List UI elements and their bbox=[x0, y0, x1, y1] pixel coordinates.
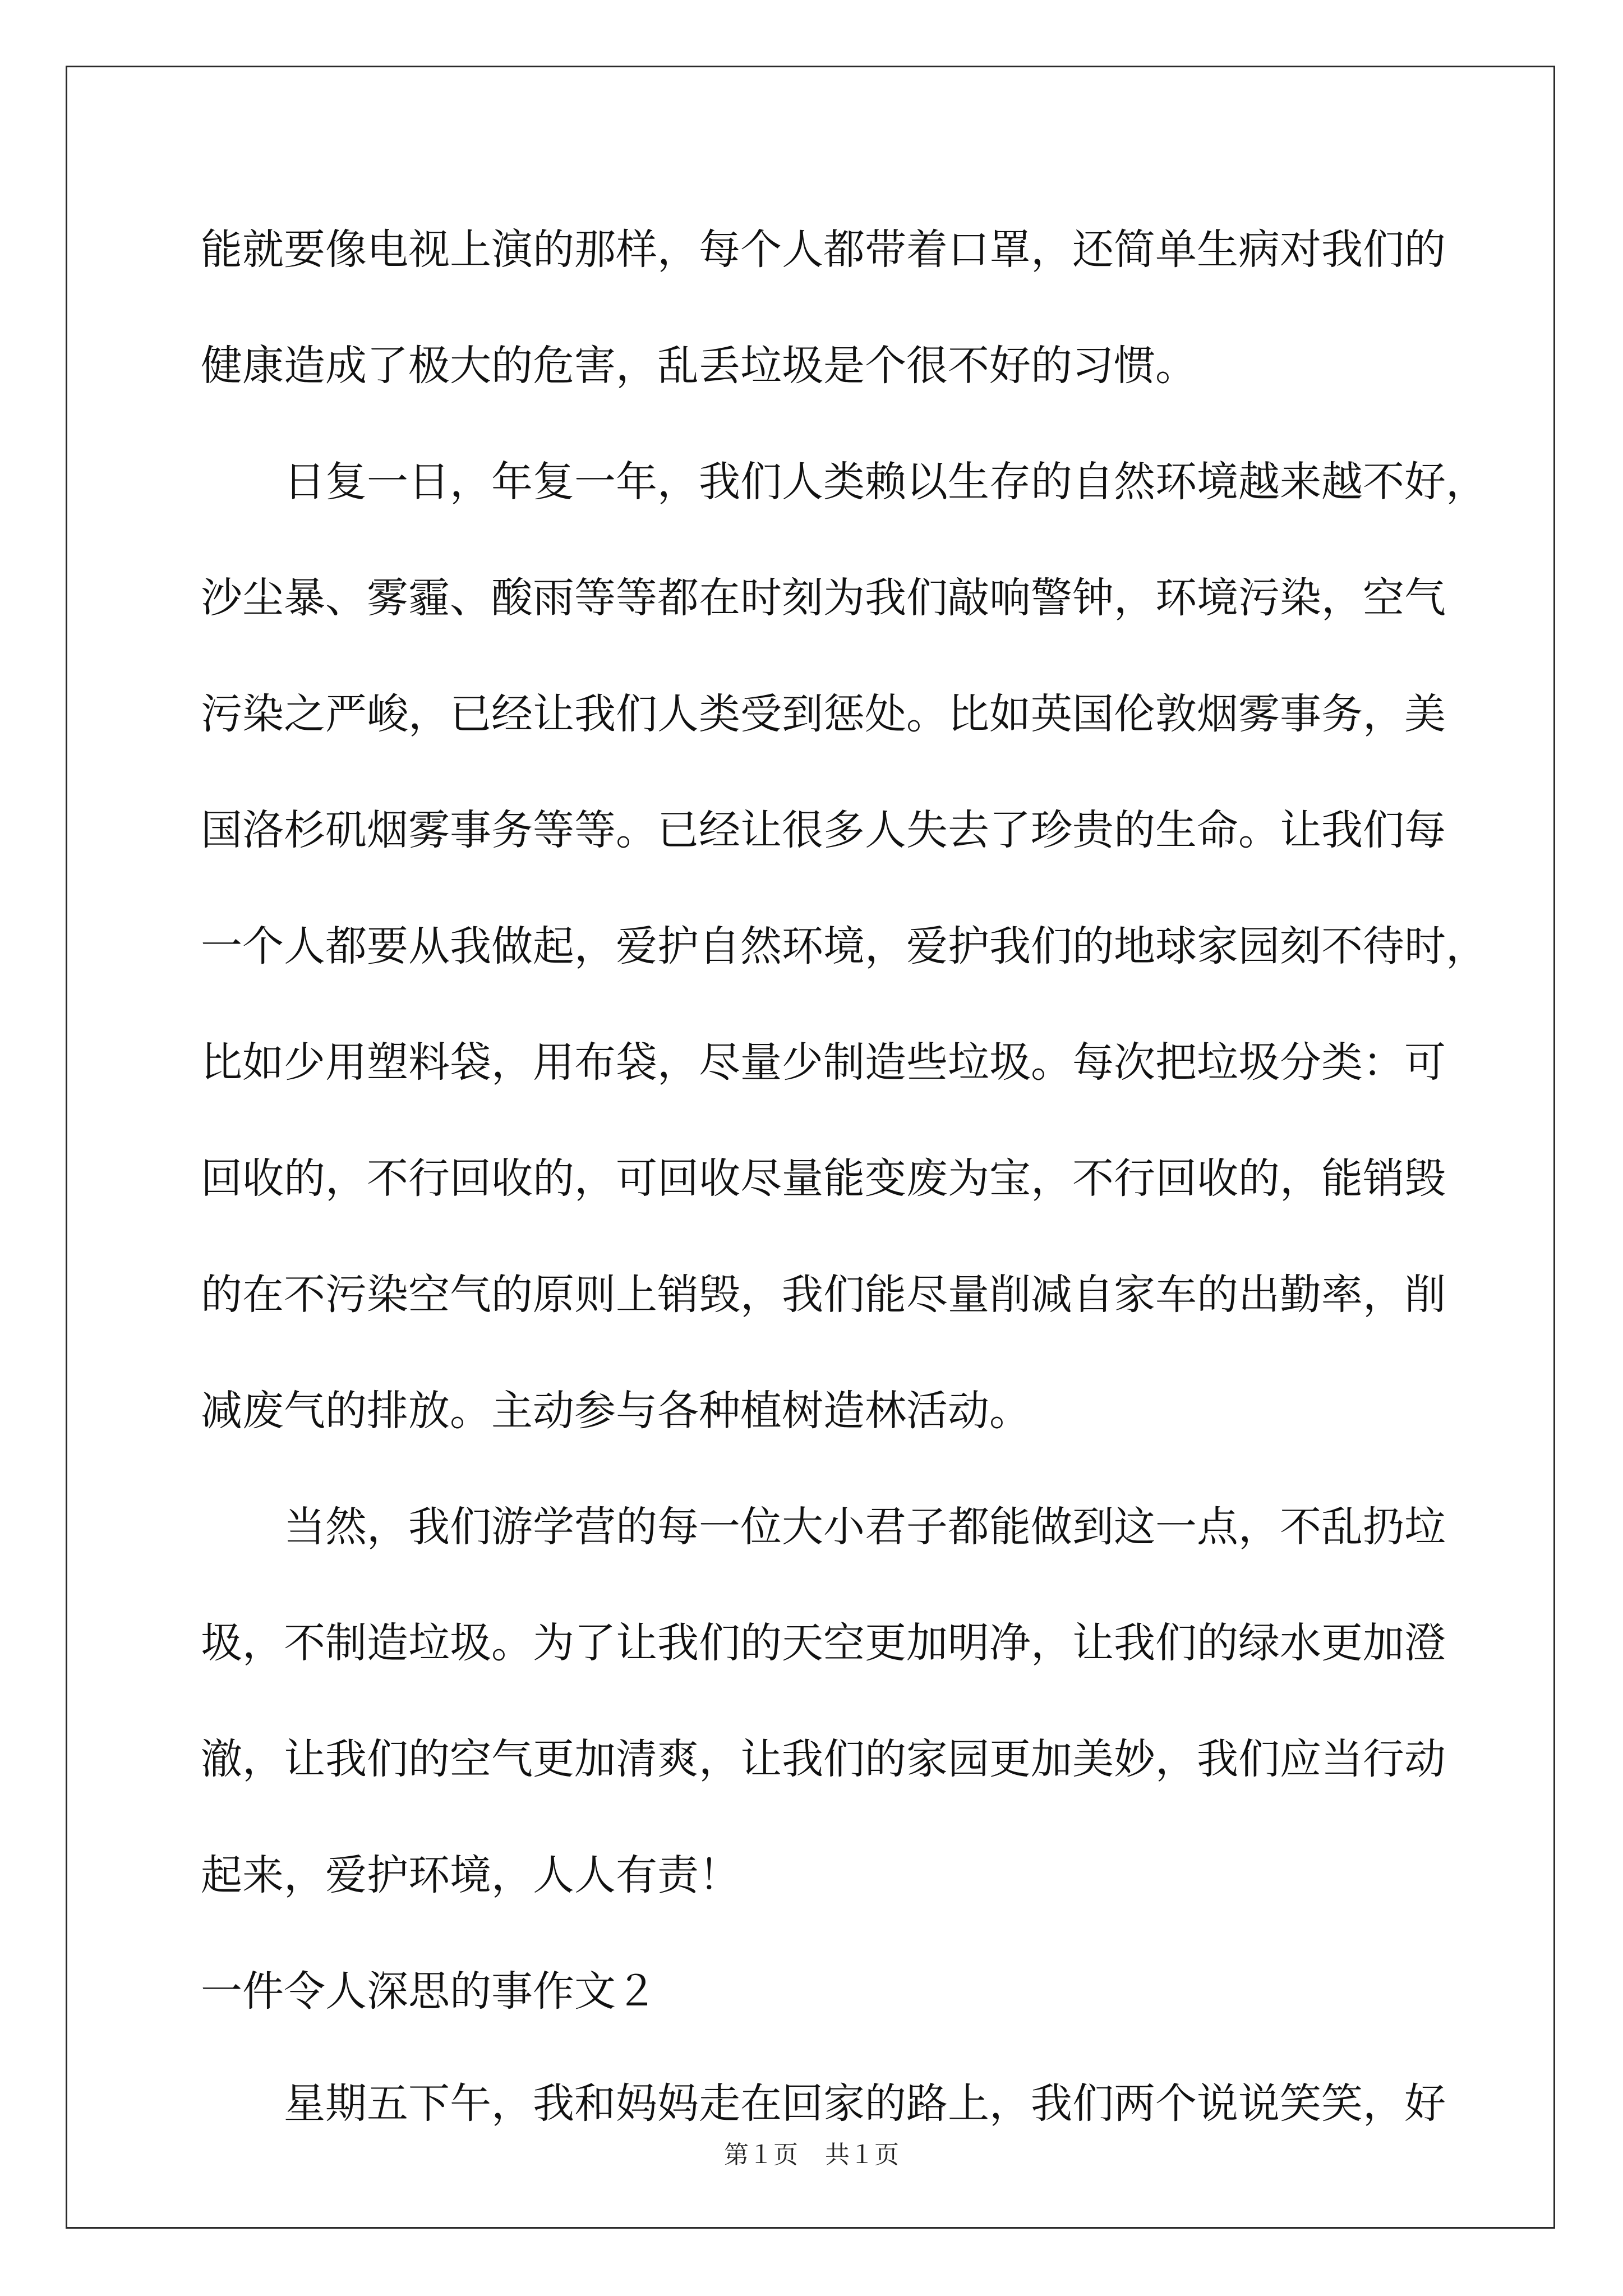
text-line: 能就要像电视上演的那样，每个人都带着口罩，还简单生病对我们的 bbox=[201, 226, 1446, 274]
paragraph-start-line: 星期五下午，我和妈妈走在回家的路上，我们两个说说笑笑，好 bbox=[284, 2079, 1446, 2128]
text-line: 国洛杉矶烟雾事务等等。已经让很多人失去了珍贵的生命。让我们每 bbox=[201, 806, 1446, 854]
paragraph-start-line: 当然，我们游学营的每一位大小君子都能做到这一点，不乱扔垃 bbox=[284, 1503, 1446, 1551]
document-body bbox=[201, 222, 1487, 2192]
text-line: 比如少用塑料袋，用布袋，尽量少制造些垃圾。每次把垃圾分类：可 bbox=[201, 1038, 1446, 1087]
text-line: 健康造成了极大的危害，乱丢垃圾是个很不好的习惯。 bbox=[201, 342, 1197, 390]
section-heading: 一件令人深思的事作文２ bbox=[201, 1967, 657, 2016]
paragraph-start-line: 日复一日，年复一年，我们人类赖以生存的自然环境越来越不好， bbox=[284, 458, 1487, 506]
text-line: 回收的，不行回收的，可回收尽量能变废为宝，不行回收的，能销毁 bbox=[201, 1154, 1446, 1203]
text-line: 污染之严峻，已经让我们人类受到惩处。比如英国伦敦烟雾事务，美 bbox=[201, 690, 1446, 738]
text-line: 的在不污染空气的原则上销毁，我们能尽量削减自家车的出勤率，削 bbox=[201, 1271, 1446, 1319]
text-line: 起来，爱护环境，人人有责！ bbox=[201, 1851, 740, 1899]
text-line: 减废气的排放。主动参与各种植树造林活动。 bbox=[201, 1387, 1031, 1435]
text-line: 沙尘暴、雾霾、酸雨等等都在时刻为我们敲响警钟，环境污染，空气 bbox=[201, 574, 1446, 622]
text-line: 澈，让我们的空气更加清爽，让我们的家园更加美妙，我们应当行动 bbox=[201, 1735, 1446, 1783]
page-footer bbox=[0, 2138, 1623, 2172]
page-number: 第１页 bbox=[724, 2141, 798, 2169]
text-line: 一个人都要从我做起，爱护自然环境，爱护我们的地球家园刻不待时， bbox=[201, 922, 1487, 970]
text-line: 圾，不制造垃圾。为了让我们的天空更加明净，让我们的绿水更加澄 bbox=[201, 1619, 1446, 1667]
page-total: 共１页 bbox=[825, 2141, 899, 2169]
